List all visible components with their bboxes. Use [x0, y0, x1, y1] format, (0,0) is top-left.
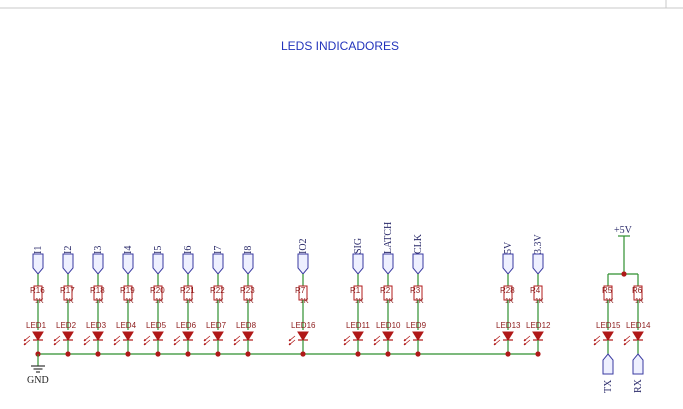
led-diode [383, 332, 393, 340]
junction-dot [155, 351, 160, 356]
led-diode [183, 332, 193, 340]
resistor-value: 1K [300, 298, 309, 305]
junction-dot [95, 351, 100, 356]
resistor-value: 1K [535, 298, 544, 305]
junction-dot [385, 351, 390, 356]
led-diode [33, 332, 43, 340]
net-port [213, 254, 223, 274]
led-ref: LED3 [86, 321, 107, 330]
net-label: I8 [243, 245, 254, 254]
resistor-value: 1K [215, 298, 224, 305]
net-port [298, 254, 308, 274]
resistor-ref: R17 [60, 286, 75, 295]
net-port [353, 254, 363, 274]
led-ref: LED1 [26, 321, 47, 330]
net-port [33, 254, 43, 274]
junction-dot [245, 351, 250, 356]
led-ref: LED7 [206, 321, 227, 330]
net-label: I6 [183, 245, 194, 254]
led-channel-led15 [594, 274, 621, 393]
resistor-value: 1K [65, 298, 74, 305]
led-diode [213, 332, 223, 340]
led-ref: LED4 [116, 321, 137, 330]
led-channel-led5 [144, 246, 167, 357]
resistor-ref: R2 [380, 286, 391, 295]
led-ref: LED13 [496, 321, 521, 330]
led-diode [123, 332, 133, 340]
led-channel-led13 [494, 241, 521, 357]
junction-dot [535, 351, 540, 356]
resistor-value: 1K [125, 298, 134, 305]
led-ref: LED9 [406, 321, 427, 330]
junction-dot [65, 351, 70, 356]
led-diode [603, 332, 613, 340]
resistor-value: 1K [185, 298, 194, 305]
net-label: I4 [123, 245, 134, 254]
led-diode [93, 332, 103, 340]
resistor-ref: R22 [210, 286, 225, 295]
ground-symbol [31, 354, 45, 372]
led-ref: LED2 [56, 321, 77, 330]
net-port [603, 354, 613, 374]
led-diode [63, 332, 73, 340]
led-channel-led10 [374, 222, 401, 357]
led-channel-led8 [234, 246, 257, 357]
resistor-value: 1K [355, 298, 364, 305]
ground-label: GND [27, 375, 49, 386]
net-label: TX [603, 379, 614, 393]
net-port [123, 254, 133, 274]
led-channel-led4 [114, 246, 137, 357]
led-channels [24, 222, 651, 393]
resistor-ref: R23 [240, 286, 255, 295]
net-port [503, 254, 513, 274]
net-port [533, 254, 543, 274]
led-channel-led2 [54, 246, 77, 357]
led-diode [413, 332, 423, 340]
net-port [413, 254, 423, 274]
supply-label: +5V [614, 225, 632, 236]
schematic-title: LEDS INDICADORES [280, 39, 400, 53]
led-channel-led16 [289, 238, 316, 356]
led-channel-led7 [204, 246, 227, 357]
net-label: 3.3V [533, 234, 544, 254]
resistor-ref: R6 [632, 286, 643, 295]
resistor-ref: R1 [350, 286, 361, 295]
led-ref: LED16 [291, 321, 316, 330]
resistor-ref: R21 [180, 286, 195, 295]
junction-dot [355, 351, 360, 356]
junction-dot [125, 351, 130, 356]
net-label: I2 [63, 245, 74, 254]
net-port [63, 254, 73, 274]
net-label: RX [633, 379, 644, 393]
led-channel-led9 [404, 233, 427, 356]
resistor-value: 1K [605, 298, 614, 305]
resistor-value: 1K [95, 298, 104, 305]
net-label: I3 [93, 245, 104, 254]
led-diode [298, 332, 308, 340]
net-label: I7 [213, 245, 224, 254]
net-port [183, 254, 193, 274]
led-channel-led3 [84, 246, 107, 357]
junction-dot [505, 351, 510, 356]
resistor-value: 1K [245, 298, 254, 305]
led-diode [153, 332, 163, 340]
led-diode [533, 332, 543, 340]
led-ref: LED11 [346, 321, 370, 330]
resistor-value: 1K [155, 298, 164, 305]
net-port [633, 354, 643, 374]
led-ref: LED8 [236, 321, 257, 330]
net-port [383, 254, 393, 274]
resistor-value: 1K [415, 298, 424, 305]
junction-dot [415, 351, 420, 356]
led-ref: LED15 [596, 321, 621, 330]
led-diode [633, 332, 643, 340]
led-channel-led14 [624, 274, 651, 393]
led-channel-led11 [344, 238, 370, 357]
resistor-value: 1K [505, 298, 514, 305]
net-port [243, 254, 253, 274]
led-ref: LED12 [526, 321, 551, 330]
junction-dot [300, 351, 305, 356]
net-port [93, 254, 103, 274]
led-diode [243, 332, 253, 340]
led-ref: LED10 [376, 321, 401, 330]
net-label: CLK [413, 234, 424, 254]
net-label: IO2 [298, 238, 309, 254]
resistor-value: 1K [385, 298, 394, 305]
led-channel-led6 [174, 246, 197, 357]
led-diode [353, 332, 363, 340]
net-port [153, 254, 163, 274]
resistor-ref: R16 [30, 286, 45, 295]
led-diode [503, 332, 513, 340]
junction-dot [215, 351, 220, 356]
resistor-ref: R28 [500, 286, 515, 295]
resistor-ref: R19 [120, 286, 135, 295]
resistor-ref: R4 [530, 286, 541, 295]
resistor-ref: R20 [150, 286, 165, 295]
net-label: I1 [33, 245, 44, 254]
resistor-ref: R7 [295, 286, 306, 295]
led-ref: LED14 [626, 321, 651, 330]
resistor-ref: R3 [410, 286, 421, 295]
resistor-ref: R18 [90, 286, 105, 295]
resistor-value: 1K [635, 298, 644, 305]
net-label: LATCH [383, 221, 394, 254]
led-ref: LED6 [176, 321, 197, 330]
net-label: SIG [353, 237, 364, 254]
net-label: I5 [153, 245, 164, 254]
resistor-ref: R5 [602, 286, 613, 295]
net-label: 5V [503, 241, 514, 254]
supply-symbol [608, 236, 638, 277]
led-channel-led12 [524, 234, 551, 357]
junction-dot [185, 351, 190, 356]
resistor-value: 1K [35, 298, 44, 305]
led-channel-led1 [24, 246, 47, 357]
led-ref: LED5 [146, 321, 167, 330]
